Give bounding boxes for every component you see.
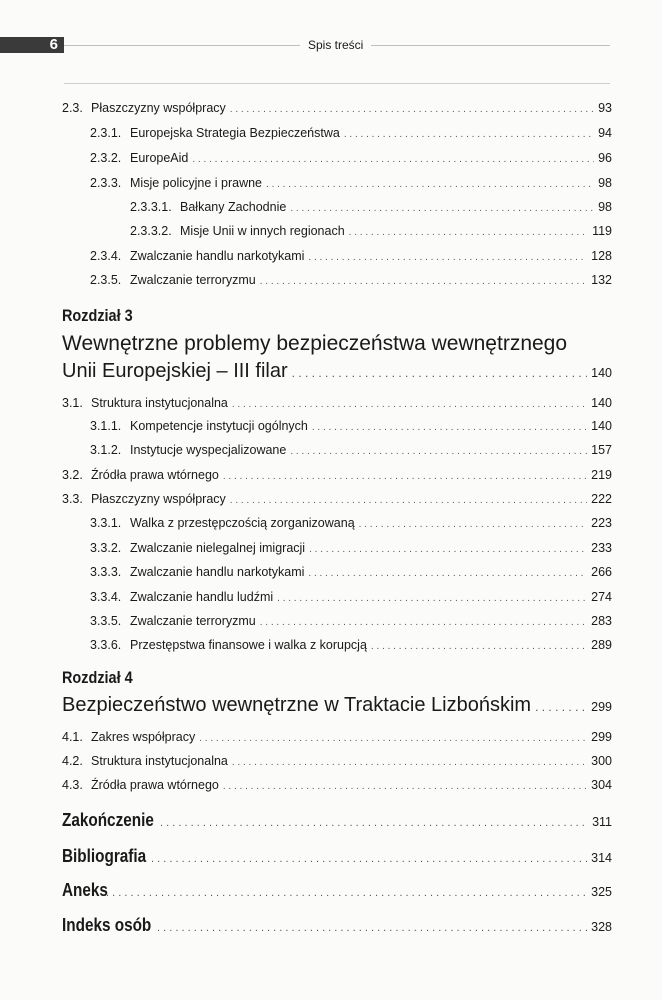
leader-dots	[223, 781, 587, 792]
entry-page: 328	[591, 920, 612, 934]
toc-entry	[130, 224, 612, 242]
leader-dots	[371, 641, 587, 652]
entry-title: Misje Unii w innych regionach	[180, 224, 345, 238]
entry-page: 132	[591, 273, 612, 287]
toc-entry	[90, 249, 612, 267]
entry-title: Płaszczyzny współpracy	[91, 492, 226, 506]
chapter-title-row	[62, 694, 612, 720]
divider	[64, 83, 610, 84]
entry-page: 222	[591, 492, 612, 506]
entry-title: Kompetencje instytucji ogólnych	[130, 419, 308, 433]
entry-page: 325	[591, 885, 612, 899]
entry-number: 4.3.	[62, 778, 83, 792]
entry-page: 98	[598, 200, 612, 214]
entry-title: Instytucje wyspecjalizowane	[130, 443, 287, 457]
toc-entry	[90, 565, 612, 583]
leader-dots	[535, 700, 587, 714]
chapter-label: Rozdział 4	[62, 668, 133, 687]
entry-page: 289	[591, 638, 612, 652]
toc-entry	[90, 541, 612, 559]
entry-title: Zakres współpracy	[91, 730, 196, 744]
entry-page: 233	[591, 541, 612, 555]
entry-number: 3.3.4.	[90, 590, 122, 604]
entry-title: Przestępstwa finansowe i walka z korupcją	[130, 638, 367, 652]
running-title: Spis treści	[300, 38, 371, 52]
toc-entry	[62, 754, 612, 772]
entry-number: 2.3.5.	[90, 273, 122, 287]
entry-number: 2.3.3.	[90, 176, 122, 190]
leader-dots	[309, 544, 587, 555]
leader-dots	[232, 757, 587, 768]
entry-title: Aneks	[62, 880, 108, 900]
entry-title: Struktura instytucjonalna	[91, 396, 228, 410]
entry-page: 300	[591, 754, 612, 768]
toc-entry	[90, 516, 612, 534]
chapter-title: Wewnętrzne problemy bezpieczeństwa wewnętrznego	[62, 332, 568, 355]
entry-number: 3.1.2.	[90, 443, 122, 457]
entry-page: 140	[591, 419, 612, 433]
entry-number: 2.3.3.2.	[130, 224, 172, 238]
entry-page: 304	[591, 778, 612, 792]
entry-title: Indeks osób	[62, 915, 152, 935]
toc-entry	[130, 200, 612, 218]
leader-dots	[359, 519, 588, 530]
page-header	[0, 36, 662, 56]
entry-number: 3.3.3.	[90, 565, 122, 579]
chapter-title-row	[62, 360, 612, 386]
leader-dots	[260, 617, 587, 628]
entry-title: Bibliografia	[62, 846, 147, 866]
leader-dots	[157, 922, 587, 934]
chapter-title: Bezpieczeństwo wewnętrzne w Traktacie Lizbońskim	[62, 694, 532, 716]
leader-dots	[260, 276, 587, 287]
entry-title: Płaszczyzny współpracy	[91, 101, 226, 115]
toc-entry-major	[62, 880, 612, 904]
leader-dots	[192, 154, 594, 165]
entry-page: 299	[591, 730, 612, 744]
leader-dots	[290, 203, 594, 214]
entry-number: 3.1.1.	[90, 419, 122, 433]
toc-entry	[62, 492, 612, 510]
page-number: 6	[0, 37, 64, 53]
entry-title: Zakończenie	[62, 810, 154, 830]
entry-page: 93	[598, 101, 612, 115]
leader-dots	[106, 887, 587, 899]
leader-dots	[312, 422, 587, 433]
toc-entry	[90, 443, 612, 461]
entry-number: 2.3.2.	[90, 151, 122, 165]
chapter-title: Unii Europejskiej – III filar	[62, 360, 288, 382]
leader-dots	[266, 179, 594, 190]
leader-dots	[199, 733, 587, 744]
toc-entry	[90, 419, 612, 437]
toc-entry-major	[62, 846, 612, 870]
entry-title: Zwalczanie handlu ludźmi	[130, 590, 274, 604]
leader-dots	[344, 129, 594, 140]
entry-title: Zwalczanie terroryzmu	[130, 273, 256, 287]
entry-title: Zwalczanie handlu narkotykami	[130, 565, 305, 579]
leader-dots	[277, 593, 587, 604]
entry-page: 219	[591, 468, 612, 482]
toc-entry	[90, 176, 612, 194]
leader-dots	[308, 252, 587, 263]
entry-number: 2.3.1.	[90, 126, 122, 140]
entry-title: Europejska Strategia Bezpieczeństwa	[130, 126, 340, 140]
entry-number: 3.3.	[62, 492, 83, 506]
toc-entry	[62, 730, 612, 748]
leader-dots	[308, 568, 587, 579]
entry-page: 119	[592, 224, 612, 238]
entry-page: 274	[591, 590, 612, 604]
entry-title: Bałkany Zachodnie	[180, 200, 287, 214]
leader-dots	[223, 471, 587, 482]
entry-title: Misje policyjne i prawne	[130, 176, 263, 190]
entry-page: 96	[598, 151, 612, 165]
entry-page: 128	[591, 249, 612, 263]
entry-number: 2.3.3.1.	[130, 200, 172, 214]
toc-entry	[90, 126, 612, 144]
entry-title: Źródła prawa wtórnego	[91, 468, 219, 482]
entry-number: 2.3.4.	[90, 249, 122, 263]
entry-title: Źródła prawa wtórnego	[91, 778, 219, 792]
toc-entry-major	[62, 915, 612, 939]
leader-dots	[230, 104, 594, 115]
chapter-label: Rozdział 3	[62, 306, 133, 325]
toc-entry	[62, 101, 612, 119]
leader-dots	[151, 853, 587, 865]
entry-number: 4.2.	[62, 754, 83, 768]
toc-entry	[90, 590, 612, 608]
entry-page: 94	[598, 126, 612, 140]
entry-number: 3.3.6.	[90, 638, 122, 652]
leader-dots	[290, 446, 587, 457]
toc-entry	[90, 638, 612, 656]
entry-number: 3.1.	[62, 396, 83, 410]
entry-page: 140	[591, 366, 612, 380]
entry-page: 223	[591, 516, 612, 530]
leader-dots	[230, 495, 587, 506]
entry-number: 3.3.1.	[90, 516, 122, 530]
entry-page: 98	[598, 176, 612, 190]
toc-entry	[90, 273, 612, 291]
leader-dots	[349, 227, 588, 238]
toc-entry	[90, 151, 612, 169]
entry-page: 283	[591, 614, 612, 628]
leader-dots	[232, 399, 587, 410]
entry-number: 3.3.2.	[90, 541, 122, 555]
toc-entry	[90, 614, 612, 632]
entry-page: 314	[591, 851, 612, 865]
entry-page: 266	[591, 565, 612, 579]
entry-title: Struktura instytucjonalna	[91, 754, 228, 768]
entry-number: 3.2.	[62, 468, 83, 482]
entry-title: Zwalczanie terroryzmu	[130, 614, 256, 628]
toc-entry-major	[62, 810, 612, 834]
toc-entry	[62, 396, 612, 414]
entry-page: 311	[592, 815, 612, 829]
entry-page: 299	[591, 700, 612, 714]
entry-title: Walka z przestępczością zorganizowaną	[130, 516, 355, 530]
entry-title: Zwalczanie nielegalnej imigracji	[130, 541, 306, 555]
leader-dots	[292, 366, 587, 380]
entry-number: 2.3.	[62, 101, 83, 115]
leader-dots	[160, 817, 588, 829]
entry-title: EuropeAid	[130, 151, 189, 165]
toc-entry	[62, 778, 612, 796]
entry-page: 140	[591, 396, 612, 410]
entry-number: 4.1.	[62, 730, 83, 744]
entry-page: 157	[591, 443, 612, 457]
toc-entry	[62, 468, 612, 486]
entry-number: 3.3.5.	[90, 614, 122, 628]
entry-title: Zwalczanie handlu narkotykami	[130, 249, 305, 263]
